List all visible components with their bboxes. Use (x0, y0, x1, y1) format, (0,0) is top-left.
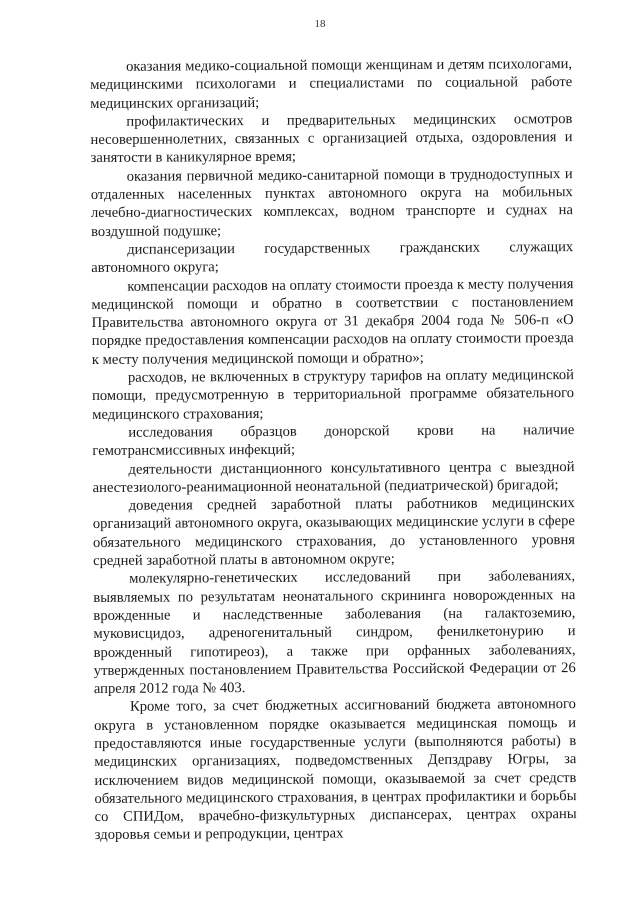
paragraph: молекулярно-генетических исследований при заболеваниях, выявляемых по результатам неонатального скрининга новорожденных на врожденные и наследственные заболевания (на галактоземию, муковисцидоз, адреногенитальный синдром, фенилкетонурию и врожденный гипотиреоз), а также при орфанных заболеваниях, утвержденных постановлением Правительства Российской Федерации от 26 апреля 2012 года № 403. (93, 568, 576, 698)
paragraph: доведения средней заработной платы работников медицинских организаций автономного округа, оказывающих медицинские услуги в сфере обязательного медицинского страхования, до установленного уровня средней заработной платы в автономном округе; (92, 495, 576, 570)
paragraph: компенсации расходов на оплату стоимости проезда к месту получения медицинской помощи и обратно в соответствии с постановлением Правительства автономного округа от 31 декабря 2004 года № 506-п «О порядке предоставления компенсации расходов на оплату стоимости проезда к месту получения медицинской помощи и обратно»; (91, 275, 574, 368)
paragraph: профилактических и предварительных медицинских осмотров несовершеннолетних, связанных с организацией отдыха, оздоровления и занятости в каникулярное время; (90, 110, 573, 167)
paragraph: оказания первичной медико-санитарной помощи в труднодоступных и отдаленных населенных пунктах автономного округа на мобильных лечебно-диагностических комплексах, водном транспорте и суднах на воздушной подушке; (90, 165, 573, 240)
paragraph: деятельности дистанционного консультативного центра с выездной анестезиолого-реанимационной неонатальной (педиатрической) бригадой; (92, 458, 575, 496)
paragraph: расходов, не включенных в структуру тарифов на оплату медицинской помощи, предусмотренную в территориальной программе обязательного медицинского страхования; (92, 367, 575, 423)
page-number: 18 (314, 18, 326, 30)
paragraph: исследования образцов донорской крови на наличие гемотрансмиссивных инфекций; (92, 421, 575, 460)
paragraph: Кроме того, за счет бюджетных ассигнований бюджета автономного округа в установленном порядке оказывается медицинская помощь и предоставляются иные государственные услуги (выполняются работы) в медицинских организациях, подведомственных Депздраву Югры, за исключением видов медицинской помощи, оказываемой за счет средств обязательного медицинского страхования, в центрах профилактики и борьбы со СПИДом, врачебно-физкультурных диспансерах, центрах охраны здоровья семьи и репродукции, центрах (94, 696, 577, 844)
paragraph: диспансеризации государственных гражданских служащих автономного округа; (91, 239, 574, 277)
body-text (90, 55, 577, 845)
paragraph: оказания медико-социальной помощи женщинам и детям психологами, медицинскими психологами и специалистами по социальной работе медицинских организаций; (90, 56, 573, 112)
